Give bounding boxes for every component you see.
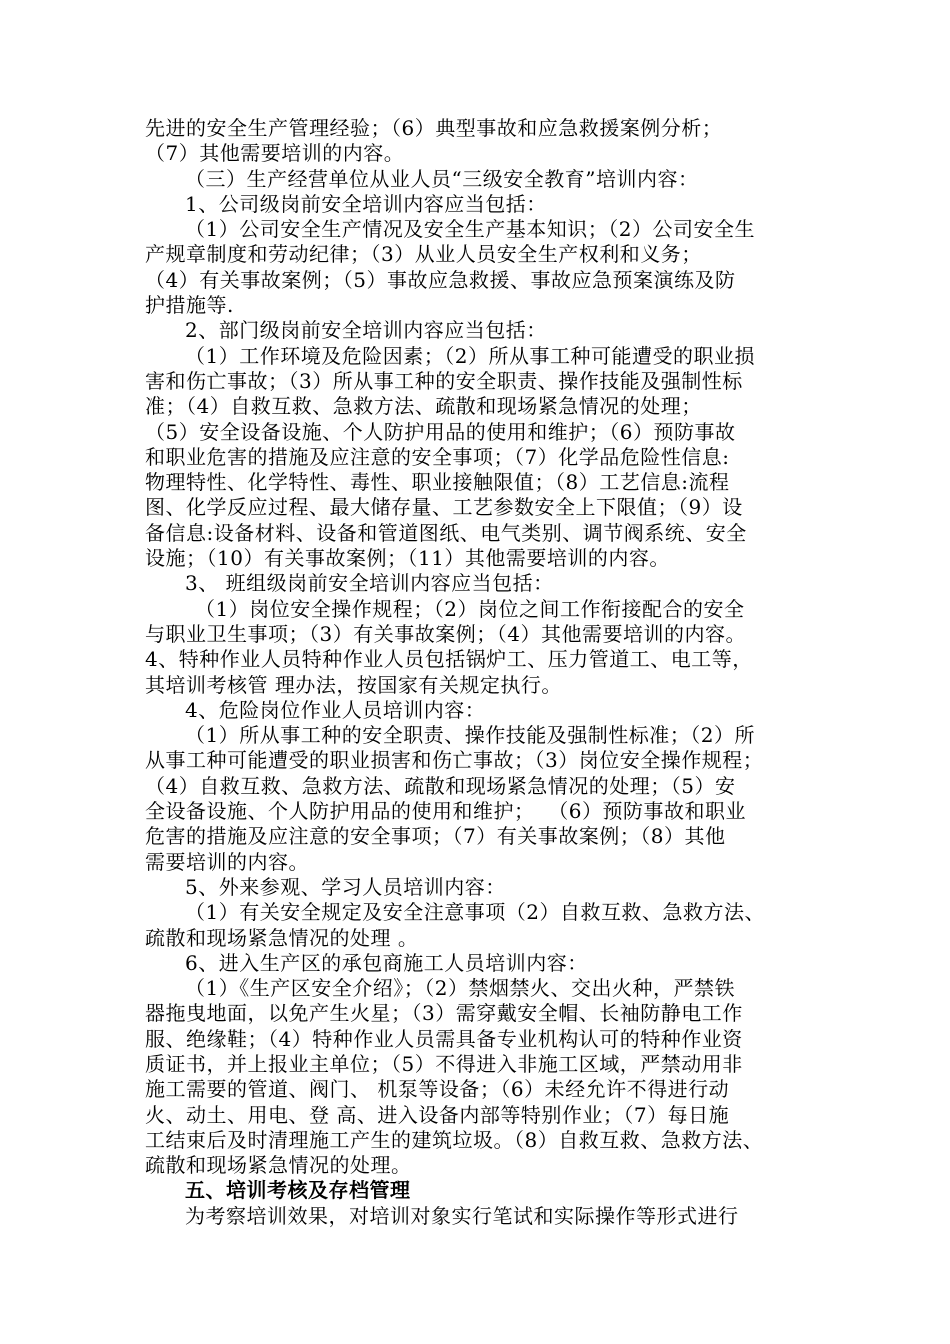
- text-line: 产规章制度和劳动纪律；（3）从业人员安全生产权利和义务；: [145, 242, 702, 267]
- document-body: [145, 116, 765, 1229]
- text-line: （1）岗位安全操作规程；（2）岗位之间工作衔接配合的安全: [195, 596, 745, 621]
- text-line: （1）工作环境及危险因素；（2）所从事工种可能遭受的职业损: [185, 343, 755, 368]
- text-line: （5）安全设备设施、个人防护用品的使用和维护；（6）预防事故: [145, 419, 736, 444]
- text-line: 害和伤亡事故；（3）所从事工种的安全职责、操作技能及强制性标: [145, 368, 743, 393]
- text-line: （1）《生产区安全介绍》；（2）禁烟禁火、交出火种，严禁铁: [185, 976, 735, 1001]
- text-line: 器拖曳地面，以免产生火星；（3）需穿戴安全帽、长袖防静电工作: [145, 1001, 743, 1026]
- text-line: 准；（4）自救互救、急救方法、疏散和现场紧急情况的处理；: [145, 394, 702, 419]
- text-line: 其培训考核管 理办法，按国家有关规定执行。: [145, 672, 562, 697]
- text-line: 4、危险岗位作业人员培训内容：: [185, 697, 486, 722]
- text-line: （4）有关事故案例；（5）事故应急救援、事故应急预案演练及防: [145, 267, 736, 292]
- text-line: 需要培训的内容。: [145, 849, 309, 874]
- text-line: 服、绝缘鞋；（4）特种作业人员需具备专业机构认可的特种作业资: [145, 1026, 743, 1051]
- text-line: 2、部门级岗前安全培训内容应当包括：: [185, 318, 547, 343]
- text-line: 为考察培训效果，对培训对象实行笔试和实际操作等形式进行: [185, 1203, 739, 1228]
- text-line: 5、外来参观、学习人员培训内容：: [185, 874, 506, 899]
- text-line: 先进的安全生产管理经验；（6）典型事故和应急救援案例分析；: [145, 116, 723, 140]
- text-line: 4、特种作业人员特种作业人员包括锅炉工、压力管道工、电工等，: [145, 647, 753, 672]
- text-line: 疏散和现场紧急情况的处理。: [145, 1153, 412, 1178]
- text-line: 从事工种可能遭受的职业损害和伤亡事故；（3）岗位安全操作规程；: [145, 748, 764, 773]
- text-line: 设施；（10）有关事故案例；（11）其他需要培训的内容。: [145, 546, 670, 571]
- text-line: 6、进入生产区的承包商施工人员培训内容：: [185, 950, 588, 975]
- text-line: 疏散和现场紧急情况的处理 。: [145, 925, 419, 950]
- text-line: 与职业卫生事项；（3）有关事故案例；（4）其他需要培训的内容。: [145, 621, 746, 646]
- text-line: （1）公司安全生产情况及安全生产基本知识；（2）公司安全生: [185, 217, 755, 242]
- text-line: 全设备设施、个人防护用品的使用和维护； （6）预防事故和职业: [145, 799, 746, 824]
- text-line: （三）生产经营单位从业人员“三级安全教育”培训内容：: [185, 166, 699, 191]
- text-line: 1、公司级岗前安全培训内容应当包括：: [185, 191, 547, 216]
- text-line: 和职业危害的措施及应注意的安全事项；（7）化学品危险性信息:: [145, 444, 730, 469]
- text-line: 质证书，并上报业主单位；（5）不得进入非施工区域，严禁动用非: [145, 1051, 743, 1076]
- text-line: 火、动土、用电、登 高、进入设备内部等特别作业；（7）每日施: [145, 1102, 730, 1127]
- text-line: 工结束后及时清理施工产生的建筑垃圾。（8）自救互救、急救方法、: [145, 1127, 764, 1152]
- text-line: 危害的措施及应注意的安全事项；（7）有关事故案例；（8）其他: [145, 824, 726, 849]
- section-heading: 五、培训考核及存档管理: [185, 1178, 411, 1203]
- text-line: 护措施等.: [145, 293, 234, 318]
- text-line: 施工需要的管道、阀门、 机泵等设备；（6）未经允许不得进行动: [145, 1077, 730, 1102]
- text-line: （1）所从事工种的安全职责、操作技能及强制性标准；（2）所: [185, 723, 755, 748]
- text-line: 备信息:设备材料、设备和管道图纸、电气类别、调节阀系统、安全: [145, 520, 747, 545]
- text-line: 3、 班组级岗前安全培训内容应当包括：: [185, 571, 554, 596]
- text-line: 物理特性、化学特性、毒性、职业接触限值；（8）工艺信息:流程: [145, 470, 730, 495]
- text-line: （4）自救互救、急救方法、疏散和现场紧急情况的处理；（5）安: [145, 773, 736, 798]
- text-line: 图、化学反应过程、最大储存量、工艺参数安全上下限值；（9）设: [145, 495, 743, 520]
- text-line: （7）其他需要培训的内容。: [145, 141, 405, 166]
- text-line: （1）有关安全规定及安全注意事项（2）自救互救、急救方法、: [185, 900, 765, 925]
